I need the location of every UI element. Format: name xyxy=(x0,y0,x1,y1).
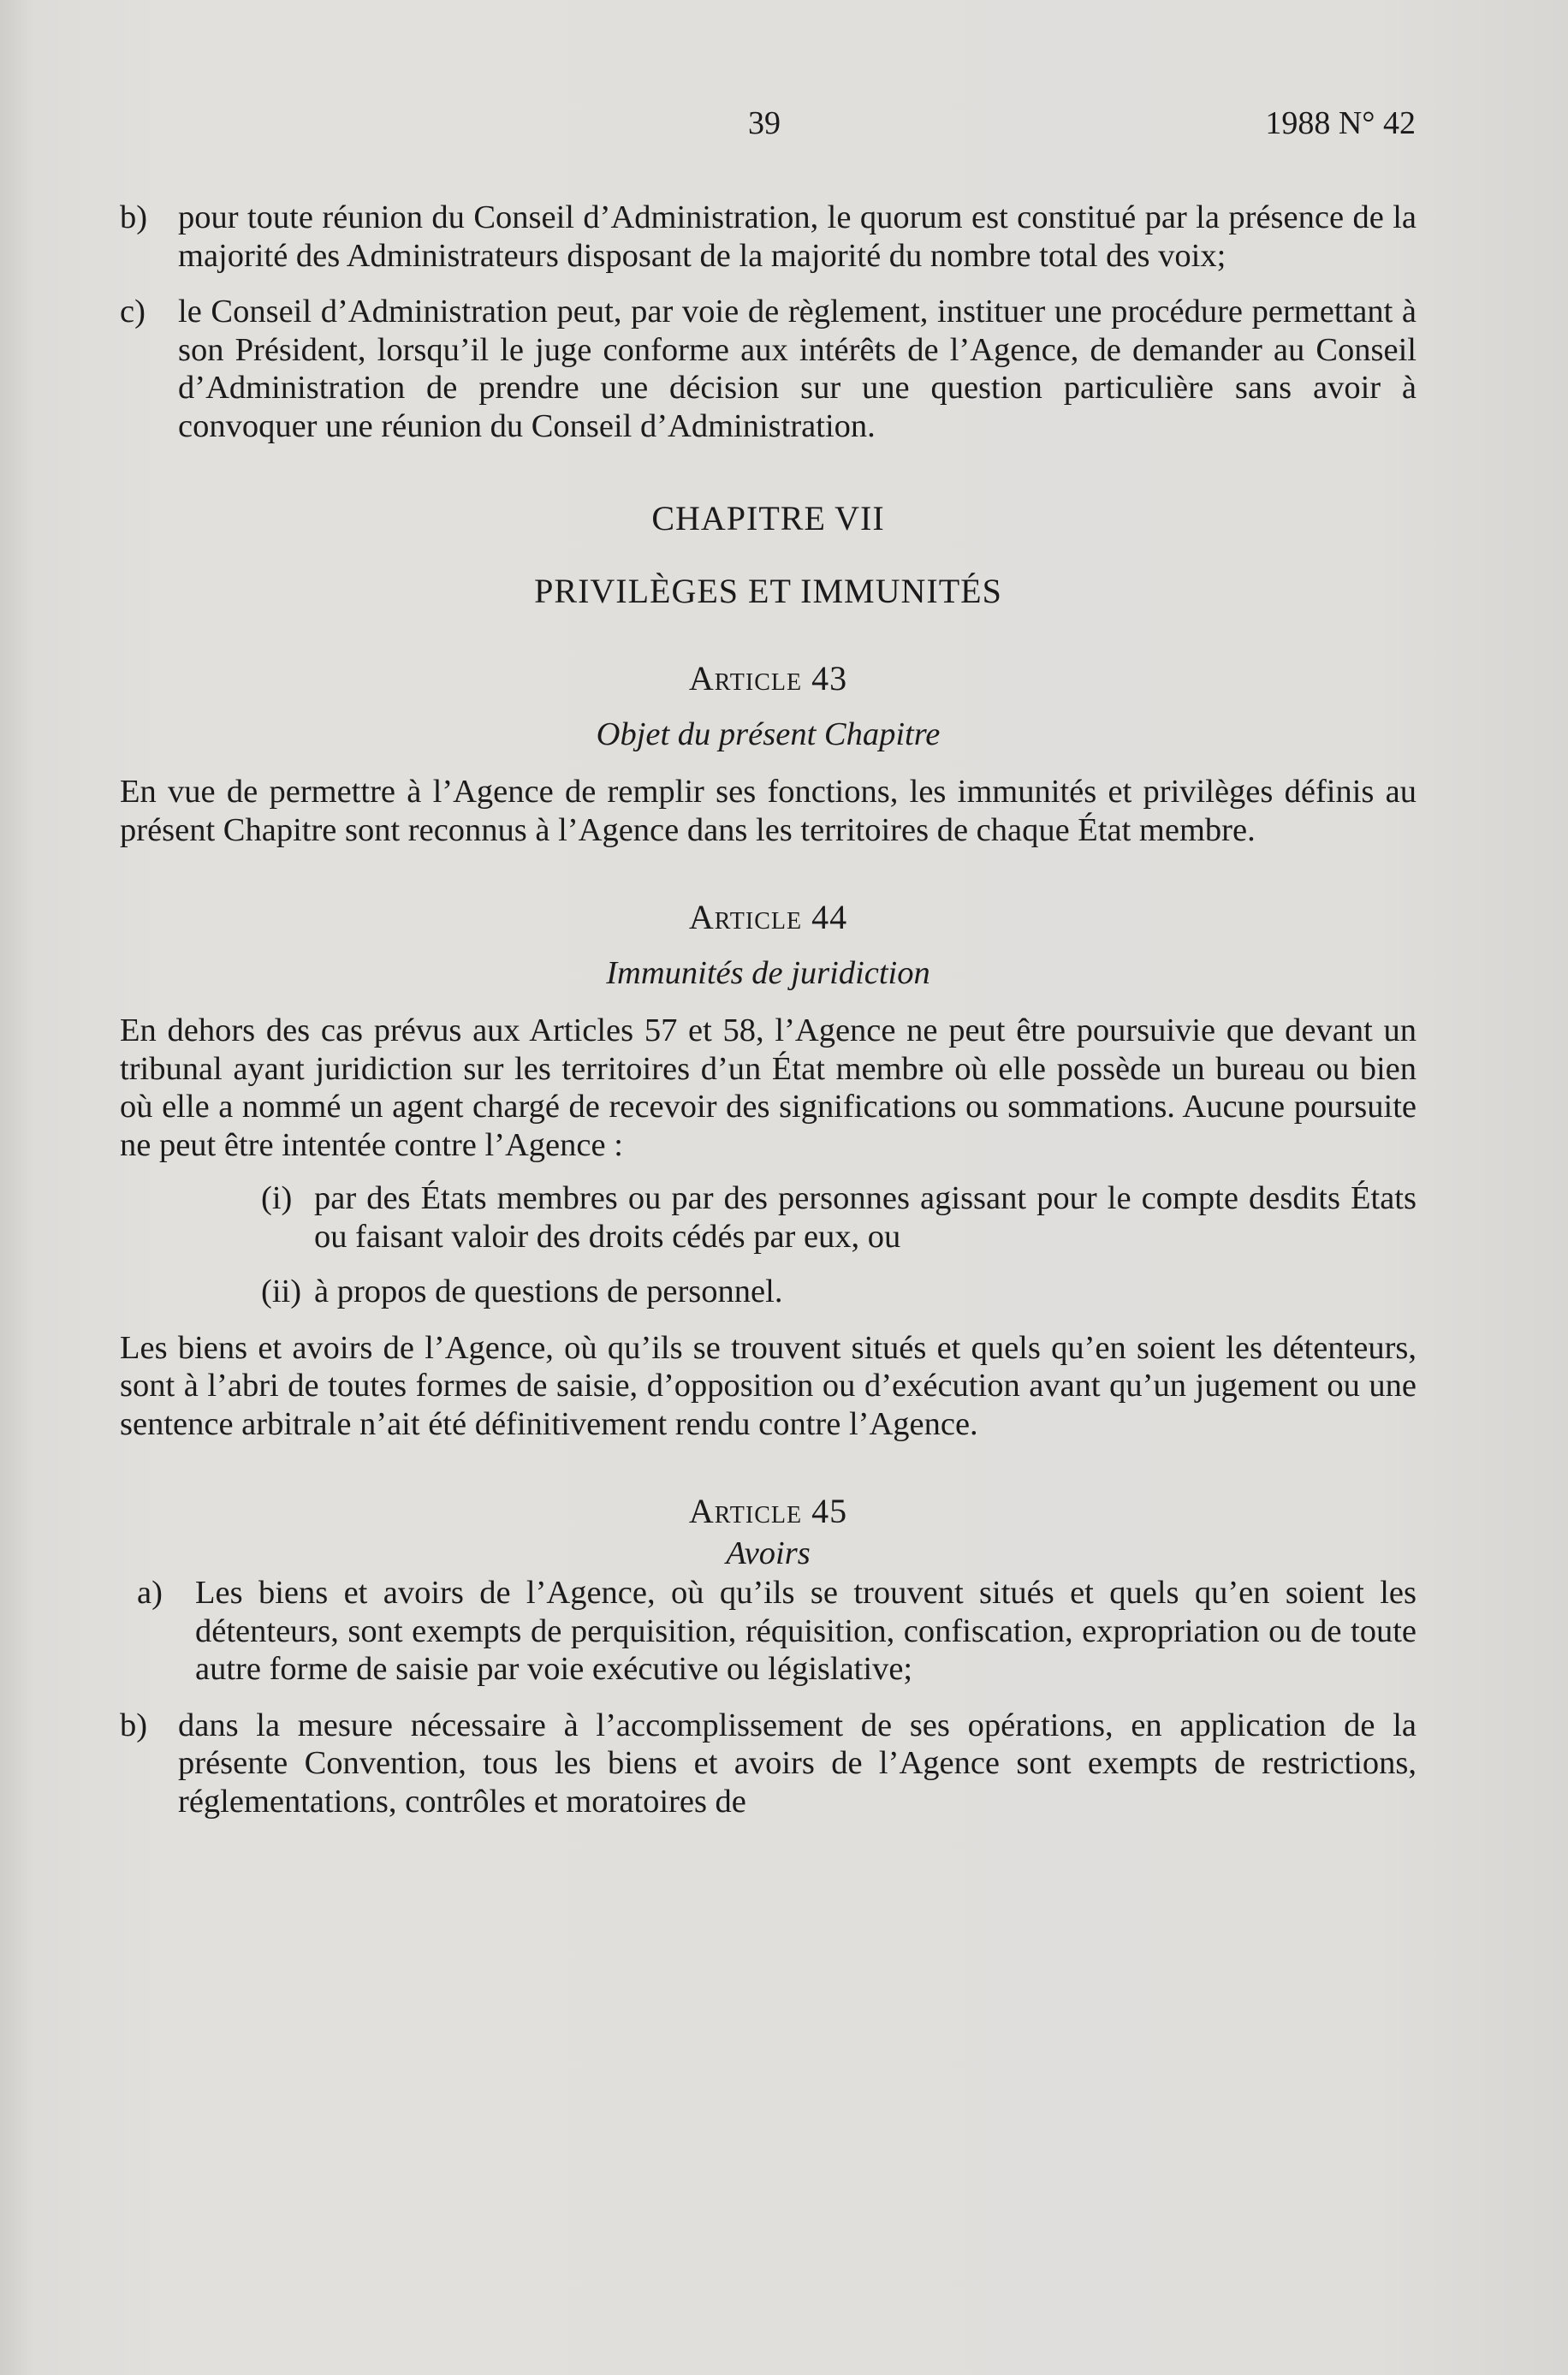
article-43-heading: Article 43 xyxy=(688,659,848,698)
document-reference: 1988 N° 42 xyxy=(1265,105,1416,141)
article-43-subtitle: Objet du présent Chapitre xyxy=(596,715,941,752)
item-label: b) xyxy=(120,199,148,235)
item-text: pour toute réunion du Conseil d’Administration, le quorum est constitué par la présence de la majorité des Administrateurs disposant de la majorité du nombre total des voix; xyxy=(178,199,1417,274)
list-item xyxy=(137,1574,1417,1689)
list-item xyxy=(120,293,1417,445)
page-body xyxy=(120,199,1417,1820)
list-item xyxy=(261,1273,1417,1311)
item-label: a) xyxy=(137,1575,163,1611)
chapter-number: CHAPITRE VII xyxy=(651,499,885,537)
article-44-assets-text: Les biens et avoirs de l’Agence, où qu’ils se trouvent situés et quels qu’en soient les détenteurs, sont à l’abri de toutes formes de saisie, d’opposition ou d’exécution avant qu’un jugement ou une sentence arbitrale n’ait été définitivement rendu contre l’Agence. xyxy=(120,1329,1417,1442)
item-label: b) xyxy=(120,1707,148,1743)
item-text: à propos de questions de personnel. xyxy=(314,1274,783,1309)
page-header xyxy=(120,96,1416,147)
item-label: (i) xyxy=(261,1180,293,1216)
item-text: par des États membres ou par des personnes agissant pour le compte desdits États ou faisant valoir des droits cédés par eux, ou xyxy=(314,1180,1417,1255)
item-label: c) xyxy=(120,294,146,330)
item-label: (ii) xyxy=(261,1274,302,1309)
list-item xyxy=(120,199,1417,275)
article-44-heading: Article 44 xyxy=(688,898,848,936)
item-text: le Conseil d’Administration peut, par voie de règlement, instituer une procédure permettant à son Président, lorsqu’il le juge conforme aux intérêts de l’Agence, de demander au Conseil d’Administration de prendre une décision sur une question particulière sans avoir à convoquer une réunion du Conseil d’Administration. xyxy=(178,294,1417,444)
page-number: 39 xyxy=(748,105,781,141)
article-45-subtitle: Avoirs xyxy=(726,1535,811,1571)
list-item xyxy=(261,1179,1417,1256)
item-text: dans la mesure nécessaire à l’accomplissement de ses opérations, en application de la présente Convention, tous les biens et avoirs de l’Agence sont exempts de restrictions, réglementations, contrôles et moratoires de xyxy=(178,1707,1417,1820)
article-44-text: En dehors des cas prévus aux Articles 57 et 58, l’Agence ne peut être poursuivie que devant un tribunal ayant juridiction sur les territoires d’un État membre où elle possède un bureau ou bien où elle a nommé un agent chargé de recevoir des significations ou sommations. Aucune poursuite ne peut être intentée contre l’Agence : xyxy=(120,1012,1417,1163)
item-text: Les biens et avoirs de l’Agence, où qu’ils se trouvent situés et quels qu’en soient les détenteurs, sont exempts de perquisition, réquisition, confiscation, expropriation ou de toute autre forme de saisie par voie exécutive ou législative; xyxy=(195,1575,1417,1687)
chapter-title: PRIVILÈGES ET IMMUNITÉS xyxy=(534,571,1002,610)
article-45-heading: Article 45 xyxy=(688,1492,848,1530)
article-44-subtitle: Immunités de juridiction xyxy=(606,954,930,991)
article-43-text: En vue de permettre à l’Agence de remplir ses fonctions, les immunités et privilèges définis au présent Chapitre sont reconnus à l’Agence dans les territoires de chaque État membre. xyxy=(120,774,1417,848)
list-item xyxy=(120,1707,1417,1821)
